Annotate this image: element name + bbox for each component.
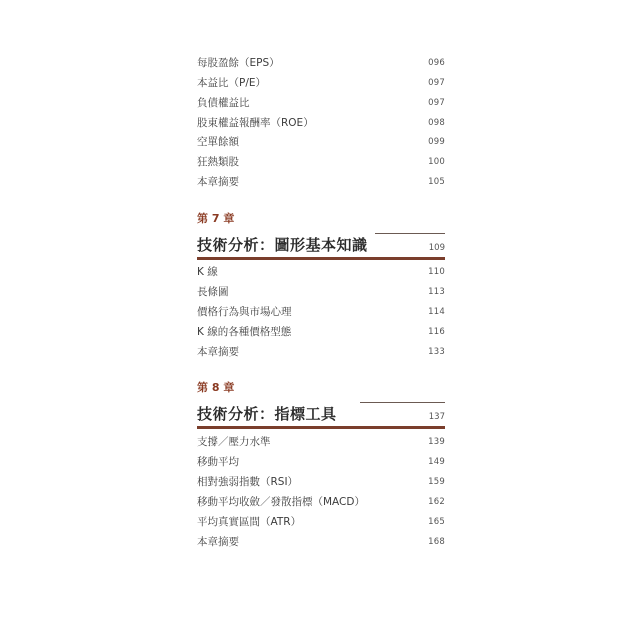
- toc-entry: [197, 95, 445, 111]
- toc-entry-page: 100: [428, 157, 445, 167]
- chapter-7-heading: [197, 234, 445, 256]
- toc-entry: [197, 264, 445, 280]
- toc-entry: [197, 324, 445, 340]
- chapter-8-underline: [197, 426, 445, 429]
- toc-entry-title: 平均真實區間（ATR）: [197, 516, 302, 528]
- toc-entry-page: 168: [428, 537, 445, 547]
- toc-entry: [197, 474, 445, 490]
- toc-entry: [197, 454, 445, 470]
- toc-entry: [197, 134, 445, 150]
- chapter-7-underline: [197, 257, 445, 260]
- chapter-7-page: 109: [428, 243, 445, 253]
- toc-entry-page: 096: [428, 58, 445, 68]
- toc-entry-page: 099: [428, 137, 445, 147]
- toc-entry-page: 159: [428, 477, 445, 487]
- toc-entry: [197, 494, 445, 510]
- toc-entry: [197, 284, 445, 300]
- toc-entry-page: 165: [428, 517, 445, 527]
- toc-entry-title: 本章摘要: [197, 176, 239, 188]
- toc-entry: [197, 304, 445, 320]
- chapter-8-title: 技術分析：指標工具: [197, 405, 337, 423]
- toc-entry-title: 移動平均: [197, 456, 239, 468]
- chapter-7-label: 第 7 章: [197, 212, 235, 225]
- toc-entry-title: 移動平均收斂／發散指標（MACD）: [197, 496, 365, 508]
- toc-entry: [197, 534, 445, 550]
- toc-entry-title: 支撐／壓力水準: [197, 436, 271, 448]
- toc-entry: [197, 514, 445, 530]
- toc-entry: [197, 154, 445, 170]
- chapter-7-title: 技術分析：圖形基本知識: [197, 236, 368, 254]
- toc-entry-page: 097: [428, 78, 445, 88]
- toc-entry-title: 每股盈餘（EPS）: [197, 57, 280, 69]
- toc-entry-title: 空單餘額: [197, 136, 239, 148]
- toc-entry: [197, 174, 445, 190]
- toc-entry-title: 股東權益報酬率（ROE）: [197, 117, 314, 129]
- toc-entry-page: 116: [428, 327, 445, 337]
- toc-entry-title: 價格行為與市場心理: [197, 306, 292, 318]
- toc-entry-page: 149: [428, 457, 445, 467]
- toc-entry-title: 本章摘要: [197, 346, 239, 358]
- toc-entry: [197, 434, 445, 450]
- chapter-8-page: 137: [428, 412, 445, 422]
- toc-entry-title: K 線的各種價格型態: [197, 326, 292, 338]
- toc-entry-page: 097: [428, 98, 445, 108]
- toc-entry-title: 狂熱類股: [197, 156, 239, 168]
- toc-entry-page: 110: [428, 267, 445, 277]
- toc-entry-title: K 線: [197, 266, 218, 278]
- toc-entry: [197, 75, 445, 91]
- toc-entry: [197, 115, 445, 131]
- toc-entry-page: 098: [428, 118, 445, 128]
- toc-entry-page: 133: [428, 347, 445, 357]
- toc-entry: [197, 55, 445, 71]
- toc-entry-page: 113: [428, 287, 445, 297]
- toc-entry-page: 105: [428, 177, 445, 187]
- chapter-8-label: 第 8 章: [197, 381, 235, 394]
- toc-entry-page: 139: [428, 437, 445, 447]
- toc-entry-page: 114: [428, 307, 445, 317]
- toc-entry-title: 本章摘要: [197, 536, 239, 548]
- toc-entry-title: 長條圖: [197, 286, 229, 298]
- toc-entry-page: 162: [428, 497, 445, 507]
- toc-entry-title: 相對強弱指數（RSI）: [197, 476, 299, 488]
- toc-entry-title: 本益比（P/E）: [197, 77, 267, 89]
- toc-entry-title: 負債權益比: [197, 97, 250, 109]
- chapter-8-heading: [197, 403, 445, 425]
- toc-entry: [197, 344, 445, 360]
